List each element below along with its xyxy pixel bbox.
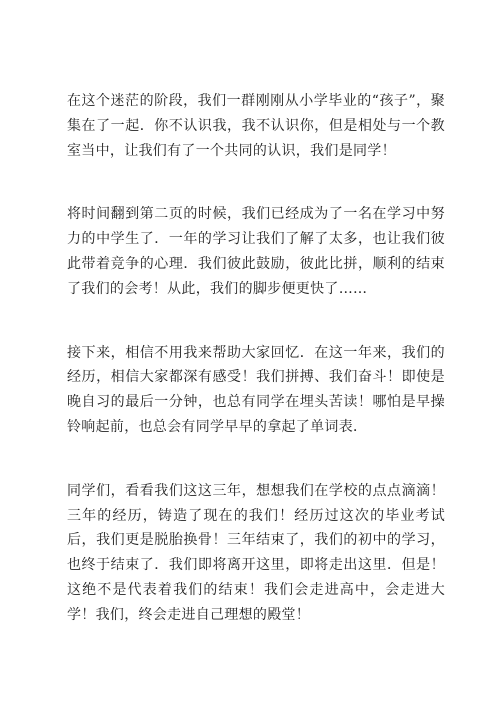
- paragraph-1: 在这个迷茫的阶段，我们一群刚刚从小学毕业的“孩子”，聚集在了一起．你不认识我，我不认识你，但是相处与一个教室当中，让我们有了一个共同的认识，我们是同学！: [67, 93, 445, 159]
- document-body: [67, 89, 445, 628]
- paragraph-3: 接下来，相信不用我来帮助大家回忆．在这一年来，我们的经历，相信大家都深有感受！我们拼搏、我们奋斗！即使是晚自习的最后一分钟，也总有同学在埋头苦读！哪怕是早操铃响起前，也总会有同学早早的拿起了单词表．: [67, 344, 445, 435]
- paragraph-2: 将时间翻到第二页的时候，我们已经成为了一名在学习中努力的中学生了．一年的学习让我们了解了太多，也让我们彼此带着竞争的心理．我们彼此鼓励，彼此比拼，顺利的结束了我们的会考！从此，我们的脚步便更快了……: [67, 206, 445, 297]
- paragraph-4: 同学们，看看我们这这三年，想想我们在学校的点点滴滴！三年的经历，铸造了现在的我们！经历过这次的毕业考试后，我们更是脱胎换骨！三年结束了，我们的初中的学习，也终于结束了．我们即将离开这里，即将走出这里．但是！这绝不是代表着我们的结束！我们会走进高中，会走进大学！我们，终会走进自己理想的殿堂！: [67, 482, 445, 623]
